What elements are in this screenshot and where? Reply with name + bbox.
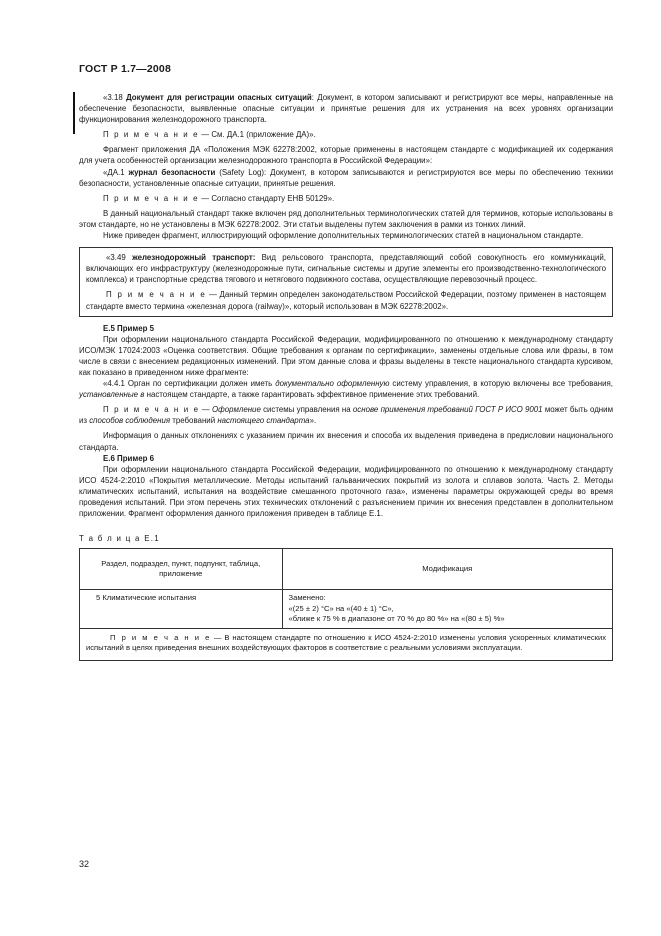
clause-3-49: [86, 252, 606, 285]
term-bold: Документ для регистрации опасных ситуаций: [126, 93, 312, 102]
e5-quote: [79, 378, 613, 400]
note-2: [79, 193, 613, 204]
note-italic: настоящего стандарта: [217, 416, 310, 426]
clause-prefix: «3.49: [106, 253, 133, 263]
quote-text: настоящем стандарте, а также гарантировать эффективное применение этих требований.: [144, 390, 480, 400]
note-1: [79, 129, 613, 140]
paragraph-fragment-intro: Ниже приведен фрагмент, иллюстрирующий оформление дополнительных терминологических статей в национальном стандарте.: [103, 231, 584, 241]
paragraph-fragment-da: Фрагмент приложения ДА «Положения МЭК 62278:2002, которые применены в настоящем стандарте с модификацией их содержания для учета особенностей организации железнодорожного транспорта в Российской Федерации»:: [79, 145, 613, 166]
modification-line: «ближе к 75 % в диапазоне от 70 % до 80 %» на «(80 ± 5) %»: [288, 614, 505, 624]
table-row: [80, 590, 613, 629]
paragraph-additional-terms: В данный национальный стандарт также включен ряд дополнительных терминологических статей для терминов, которые использованы в этом стандарте, но не установлены в МЭК 62278:2002. Эти статьи выделены путем заключения в рамки из тонких линий.: [79, 208, 613, 229]
note-text: — Согласно стандарту ЕНВ 50129».: [199, 193, 335, 203]
clause-da-1: [79, 167, 613, 189]
table-header-row: [80, 549, 613, 590]
table-note-row: [80, 628, 613, 660]
quote-italic: установленные в: [79, 390, 145, 400]
quote-text: систему управления, в которую включены все требования,: [389, 379, 613, 389]
table-note-cell: [80, 628, 613, 660]
heading-e6: Е.6 Пример 6: [103, 453, 155, 463]
page-number: 32: [79, 859, 90, 869]
change-bar: [73, 92, 75, 134]
page-content: [79, 92, 613, 661]
e5-note: [79, 404, 613, 426]
note-label: П р и м е ч а н и е: [106, 290, 207, 300]
e5-paragraph-1: При оформлении национального стандарта Российской Федерации, модифицированного по отношению к международному стандарту ИСО/МЭК 17024:2003 «Оценка соответствия. Общие требования к органам по сертификации», заменены отдельные слова или фразы, в том числе в связи с внесением редакционных изменений. При этом данные слова и фразы выделены в тексте национального стандарта курсивом, как показано в приведенном ниже фрагменте:: [79, 334, 613, 377]
note-text: ».: [309, 416, 317, 426]
note-label: П р и м е ч а н и е: [110, 632, 211, 642]
term-bold: журнал безопасности: [128, 167, 216, 177]
quote-italic: документально оформленную: [275, 379, 390, 389]
table-caption: Т а б л и ц а Е.1: [79, 534, 160, 544]
clause-text: Вид рельсового транспорта, представляющий собой совокупность его коммуникаций, включающих его инфраструктуру (железнодорожные пути, сигнальные системы и другие элементы его производственно-технологического комплекса) и транспортные средства тягового и нетягового подвижного состава, осуществляющие перевозочный процесс.: [86, 253, 606, 285]
term-bold: железнодорожный транспорт:: [132, 253, 256, 263]
quote-text: «4.4.1 Орган по сертификации должен иметь: [103, 379, 276, 389]
e5-paragraph-2: Информация о данных отклонениях с указанием причин их внесения и способа их выделения приведена в предисловии национального стандарта.: [79, 431, 613, 452]
note-text: требований: [170, 416, 218, 426]
heading-e5: Е.5 Пример 5: [103, 323, 155, 333]
clause-text: : Документ, в котором записывают и регистрируют все меры, направленные на обеспечение безопасности, выявленные опасные ситуации и принятые решения для их устранения на всех уровнях организации функционирования железнодорожного транспорта.: [79, 93, 613, 125]
clause-prefix: «3.18: [103, 93, 127, 102]
note-text: — См. ДА.1 (приложение ДА)».: [199, 130, 316, 140]
framed-term-article: [79, 247, 613, 316]
standard-header: ГОСТ Р 1.7—2008: [79, 63, 172, 75]
note-text: системы управления на: [260, 405, 353, 415]
note-text: может быть одним из: [79, 405, 613, 426]
note-label: П р и м е ч а н и е: [103, 130, 200, 140]
clause-text: (Safety Log): Документ, в котором записываются и регистрируются все меры по обеспечению техники безопасности, установленные опасные ситуации, принятые решения.: [79, 167, 613, 188]
note-text: — Данный термин определен законодательством Российской Федерации, поэтому применен в настоящем стандарте вместо термина «железная дорога (railway)», который использован в МЭК 62278:2002».: [86, 290, 606, 311]
note-label: П р и м е ч а н и е: [103, 405, 200, 415]
note-italic: основе применения требований ГОСТ Р ИСО 9001: [352, 405, 543, 415]
table-e1: [79, 548, 613, 661]
note-label: П р и м е ч а н и е: [103, 193, 200, 203]
note-text: — В настоящем стандарте по отношению к ИСО 4524-2:2010 изменены условия ускоренных климатических испытаний в целях приведения внешних воздействующих факторов в соответствие с реальными условиями эксплуатации.: [86, 632, 607, 653]
modification-line: Заменено:: [288, 593, 326, 603]
clause-3-18: [79, 92, 613, 125]
note-italic: способов соблюдения: [89, 416, 171, 426]
table-cell-section: 5 Климатические испытания: [80, 590, 283, 629]
table-header-modification: Модификация: [282, 549, 612, 590]
modification-line: «(25 ± 2) °С» на «(40 ± 1) °С»,: [288, 603, 394, 613]
table-cell-modification: [282, 590, 612, 629]
table-header-section: Раздел, подраздел, пункт, подпункт, таблица, приложение: [80, 549, 283, 590]
e6-paragraph-1: При оформлении национального стандарта Российской Федерации, модифицированного по отношению к международному стандарту ИСО 4524-2:2010 «Покрытия металлические. Методы испытаний гальванических покрытий из золота и сплавов золота. Часть 2. Методы климатических испытаний, испытания на воздействие смешанного проточного газа», изменены параметры окружающей среды во время проведения испытаний. При этом перечень этих технических отклонений с разъяснением причин их внесения представлен в дополнительном приложении. Фрагмент оформления данного приложения приведен в таблице Е.1.: [79, 464, 613, 519]
note-text: —: [199, 405, 212, 415]
frame-note: [86, 289, 606, 311]
note-italic: Оформление: [211, 405, 261, 415]
clause-prefix: «ДА.1: [103, 167, 129, 177]
